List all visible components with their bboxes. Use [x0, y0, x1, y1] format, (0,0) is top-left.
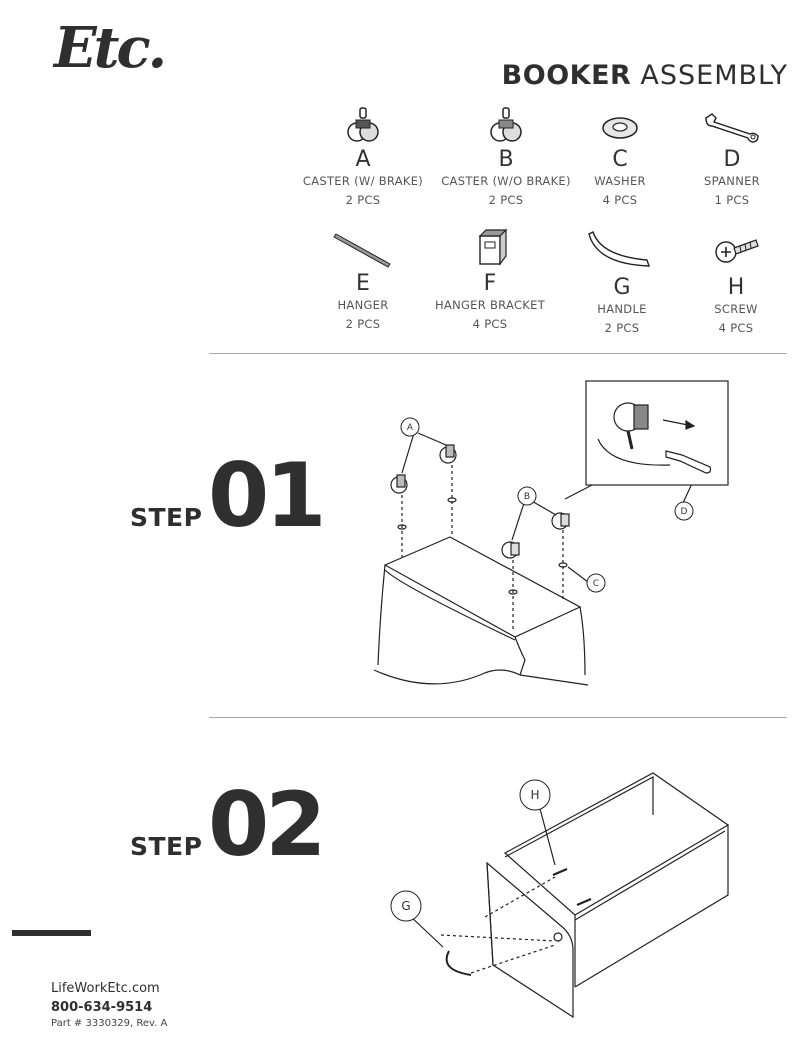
footer-accent-bar: [12, 930, 91, 936]
callout-letter: C: [592, 579, 600, 589]
page-title: [502, 60, 788, 91]
part-qty: 1 PCS: [714, 193, 750, 207]
callout-letter: G: [401, 899, 411, 913]
title-light: ASSEMBLY: [640, 60, 788, 91]
part-number: Part # 3330329, Rev. A: [51, 1018, 168, 1029]
part-name: CASTER (W/ BRAKE): [302, 174, 424, 188]
website-link[interactable]: LifeWorkEtc.com: [51, 981, 160, 996]
part-letter: E: [356, 271, 370, 296]
brand-logo: Etc.: [54, 15, 165, 81]
part-name: CASTER (W/O BRAKE): [441, 174, 571, 188]
spanner-icon: [702, 106, 762, 148]
step-label: STEP: [130, 832, 203, 861]
callout-letter: A: [406, 423, 414, 433]
part-qty: 4 PCS: [718, 321, 754, 335]
hanger-rod-icon: [328, 226, 398, 272]
part-letter: H: [727, 275, 745, 300]
part-name: HANGER BRACKET: [434, 298, 546, 312]
step-label: STEP: [130, 503, 203, 532]
handle-icon: [587, 226, 657, 276]
part-letter: A: [355, 147, 371, 172]
part-letter: F: [483, 271, 497, 296]
part-qty: 2 PCS: [345, 317, 381, 331]
part-letter: D: [723, 147, 741, 172]
part-e: [293, 226, 433, 334]
caster-icon: [486, 106, 526, 148]
part-qty: 2 PCS: [488, 193, 524, 207]
part-letter: B: [498, 147, 514, 172]
callout-letter: D: [680, 507, 688, 517]
part-name: HANGER: [337, 298, 389, 312]
part-name: HANDLE: [597, 302, 647, 316]
step-01-illustration: [370, 375, 800, 695]
part-qty: 2 PCS: [345, 193, 381, 207]
washer-icon: [600, 106, 640, 148]
phone-number: 800-634-9514: [51, 1000, 153, 1015]
step-02-illustration: [385, 765, 735, 1020]
part-name: SPANNER: [704, 174, 760, 188]
part-d: [662, 106, 802, 210]
screw-icon: [706, 226, 766, 276]
part-name: SCREW: [714, 302, 758, 316]
part-a: [293, 106, 433, 210]
part-h: [666, 226, 806, 338]
caster-icon: [343, 106, 383, 148]
part-f: [420, 226, 560, 334]
hanger-bracket-icon: [470, 226, 510, 272]
callout-letter: H: [530, 788, 540, 802]
step-number: 02: [208, 773, 323, 876]
part-qty: 4 PCS: [602, 193, 638, 207]
section-divider: [209, 717, 787, 718]
part-name: WASHER: [594, 174, 646, 188]
part-letter: C: [612, 147, 628, 172]
section-divider: [209, 353, 787, 354]
part-letter: G: [613, 275, 631, 300]
title-bold: BOOKER: [501, 60, 632, 91]
part-qty: 2 PCS: [604, 321, 640, 335]
part-qty: 4 PCS: [472, 317, 508, 331]
callout-letter: B: [523, 492, 531, 502]
step-number: 01: [208, 444, 323, 547]
